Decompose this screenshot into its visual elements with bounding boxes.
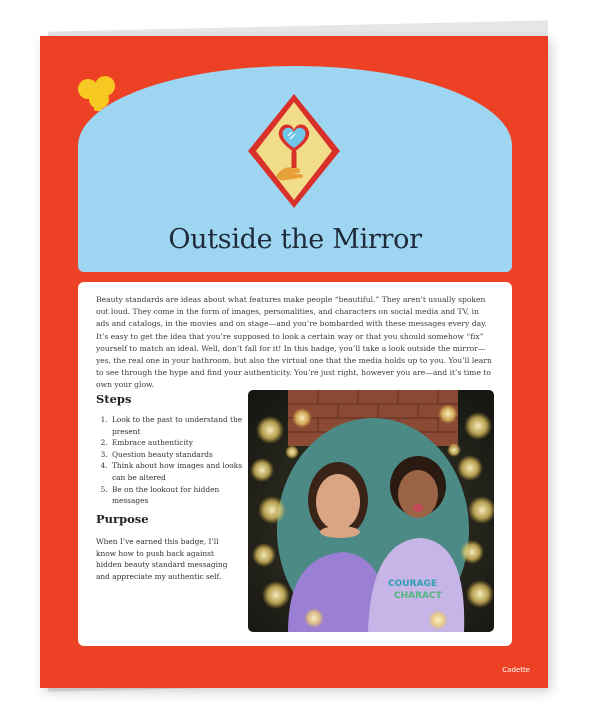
level-label: Cadette xyxy=(502,666,530,674)
steps-list xyxy=(96,414,250,507)
svg-text:CHARACT: CHARACT xyxy=(394,591,442,601)
mirror-badge-icon xyxy=(246,92,342,210)
page-title: Outside the Mirror xyxy=(168,224,422,255)
content-card xyxy=(78,282,512,646)
step-item: 1. Look to the past to understand the present xyxy=(110,414,250,437)
purpose-text: When I’ve earned this badge, I’ll know how to push back against hidden beauty standard messaging and appreciate my authentic self. xyxy=(96,537,228,581)
step-item: 4. Think about how images and looks can be altered xyxy=(110,460,250,483)
steps-heading: Steps xyxy=(96,392,132,406)
mirror-photo xyxy=(248,390,494,632)
intro-paragraph: Beauty standards are ideas about what features make people “beautiful.” They aren’t usually spoken out loud. They come in the form of images, personalities, and characters on social media and TV, in ads and catalogs, in the movies and on stage—and you’re bombarded with these messages every day. It’s easy to get the idea that you’re supposed to look a certain way or that you should somehow “fix” yourself to match an ideal. Well, don’t fall for it! In this badge, you’ll take a look outside the mirror—yes, the real one in your bathroom, but also the virtual one that the media holds up to you. You’ll learn to see through the hype and find your authenticity. You’re just right, however you are—and it’s time to own your glow. xyxy=(96,295,492,390)
step-item: 2. Embrace authenticity xyxy=(110,437,250,449)
svg-text:COURAGE: COURAGE xyxy=(388,579,437,589)
step-item: 3. Question beauty standards xyxy=(110,449,250,461)
step-item: 5. Be on the lookout for hidden messages xyxy=(110,484,250,507)
badge-page xyxy=(40,36,548,688)
purpose-heading: Purpose xyxy=(96,512,149,526)
header-panel xyxy=(78,66,512,272)
